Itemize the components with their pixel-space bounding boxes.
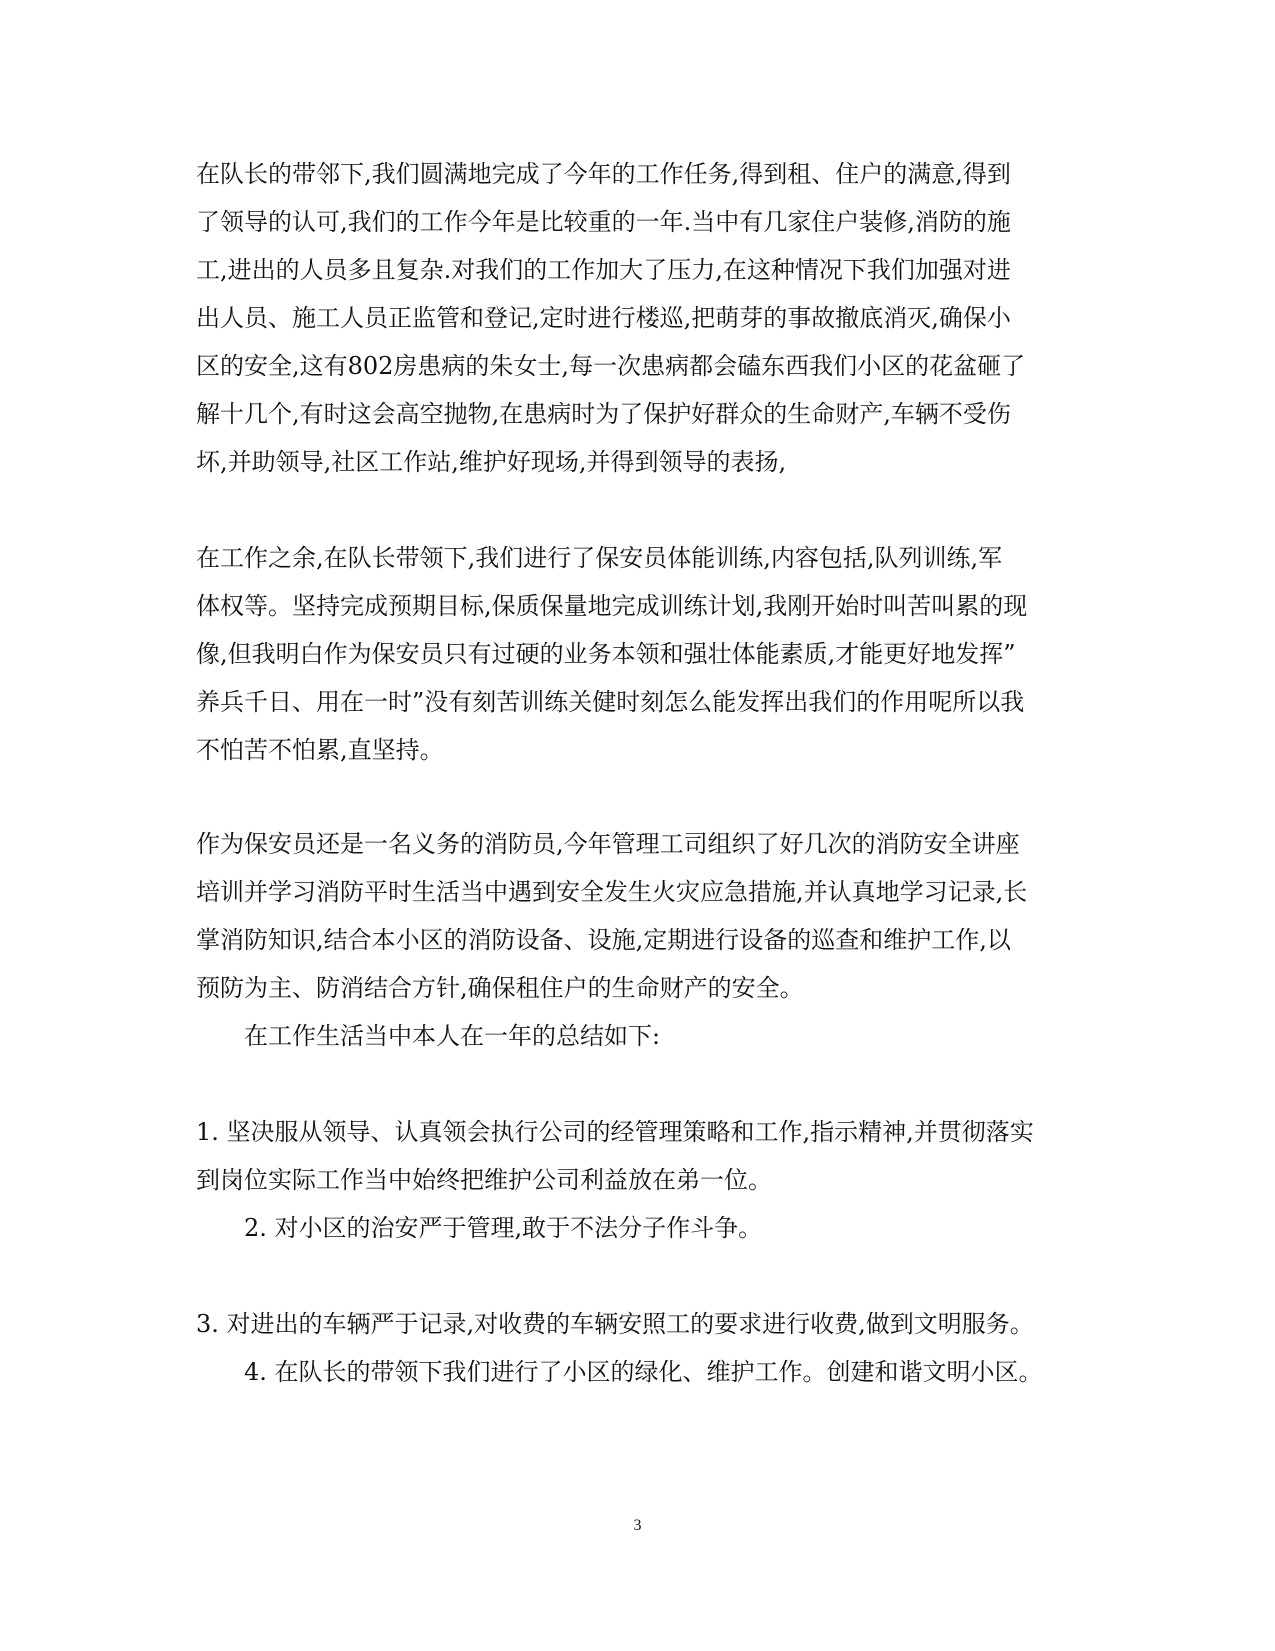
list-item-3 xyxy=(196,1300,1076,1348)
paragraph-fire-safety xyxy=(196,820,1076,1012)
text-line: 坏,并助领导,社区工作站,维护好现场,并得到领导的表扬, xyxy=(196,448,787,476)
text-line: 养兵千日、用在一时”没有刻苦训练关健时刻怎么能发挥出我们的作用呢所以我 xyxy=(196,688,1025,716)
text-line: 培训并学习消防平时生活当中遇到安全发生火灾应急措施,并认真地学习记录,长 xyxy=(196,878,1028,906)
text-line: 像,但我明白作为保安员只有过硬的业务本领和强壮体能素质,才能更好地发挥” xyxy=(196,640,1016,668)
text-line: 到岗位实际工作当中始终把维护公司利益放在弟一位。 xyxy=(196,1166,772,1194)
text-line: 体权等。坚持完成预期目标,保质保量地完成训练计划,我刚开始时叫苦叫累的现 xyxy=(196,592,1028,620)
text-line: 3. 对进出的车辆严于记录,对收费的车辆安照工的要求进行收费,做到文明服务。 xyxy=(196,1310,1034,1338)
paragraph-training xyxy=(196,534,1076,774)
text-line: 出人员、施工人员正监管和登记,定时进行楼巡,把萌芽的事故撤底消灭,确保小 xyxy=(196,304,1011,332)
text-line: 预防为主、防消结合方针,确保租住户的生命财产的安全。 xyxy=(196,974,804,1002)
text-line: 4. 在队长的带领下我们进行了小区的绿化、维护工作。创建和谐文明小区。 xyxy=(244,1358,1043,1386)
text-line: 在工作生活当中本人在一年的总结如下: xyxy=(244,1022,661,1050)
list-item-1 xyxy=(196,1108,1076,1204)
text-line: 工,进出的人员多且复杂.对我们的工作加大了压力,在这种情况下我们加强对进 xyxy=(196,256,1011,284)
text-line: 1. 坚决服从领导、认真领会执行公司的经管理策略和工作,指示精神,并贯彻落实 xyxy=(196,1118,1034,1146)
paragraph-work-tasks xyxy=(196,150,1076,486)
text-line: 解十几个,有时这会高空抛物,在患病时为了保护好群众的生命财产,车辆不受伤 xyxy=(196,400,1011,428)
list-item-4 xyxy=(196,1348,1076,1396)
text-line: 在队长的带邻下,我们圆满地完成了今年的工作任务,得到租、住户的满意,得到 xyxy=(196,160,1011,188)
paragraph-summary-intro xyxy=(196,1012,1076,1060)
text-line: 2. 对小区的治安严于管理,敢于不法分子作斗争。 xyxy=(244,1214,763,1242)
list-item-2 xyxy=(196,1204,1076,1252)
text-line: 作为保安员还是一名义务的消防员,今年管理工司组织了好几次的消防安全讲座 xyxy=(196,830,1020,858)
page-number: 3 xyxy=(633,1517,642,1534)
text-line: 不怕苦不怕累,直坚持。 xyxy=(196,736,444,764)
text-line: 了领导的认可,我们的工作今年是比较重的一年.当中有几家住户装修,消防的施 xyxy=(196,208,1011,236)
text-line: 在工作之余,在队长带领下,我们进行了保安员体能训练,内容包括,队列训练,军 xyxy=(196,544,1003,572)
text-line: 掌消防知识,结合本小区的消防设备、设施,定期进行设备的巡查和维护工作,以 xyxy=(196,926,1011,954)
text-line: 区的安全,这有802房患病的朱女士,每一次患病都会磕东西我们小区的花盆砸了 xyxy=(196,352,1026,380)
